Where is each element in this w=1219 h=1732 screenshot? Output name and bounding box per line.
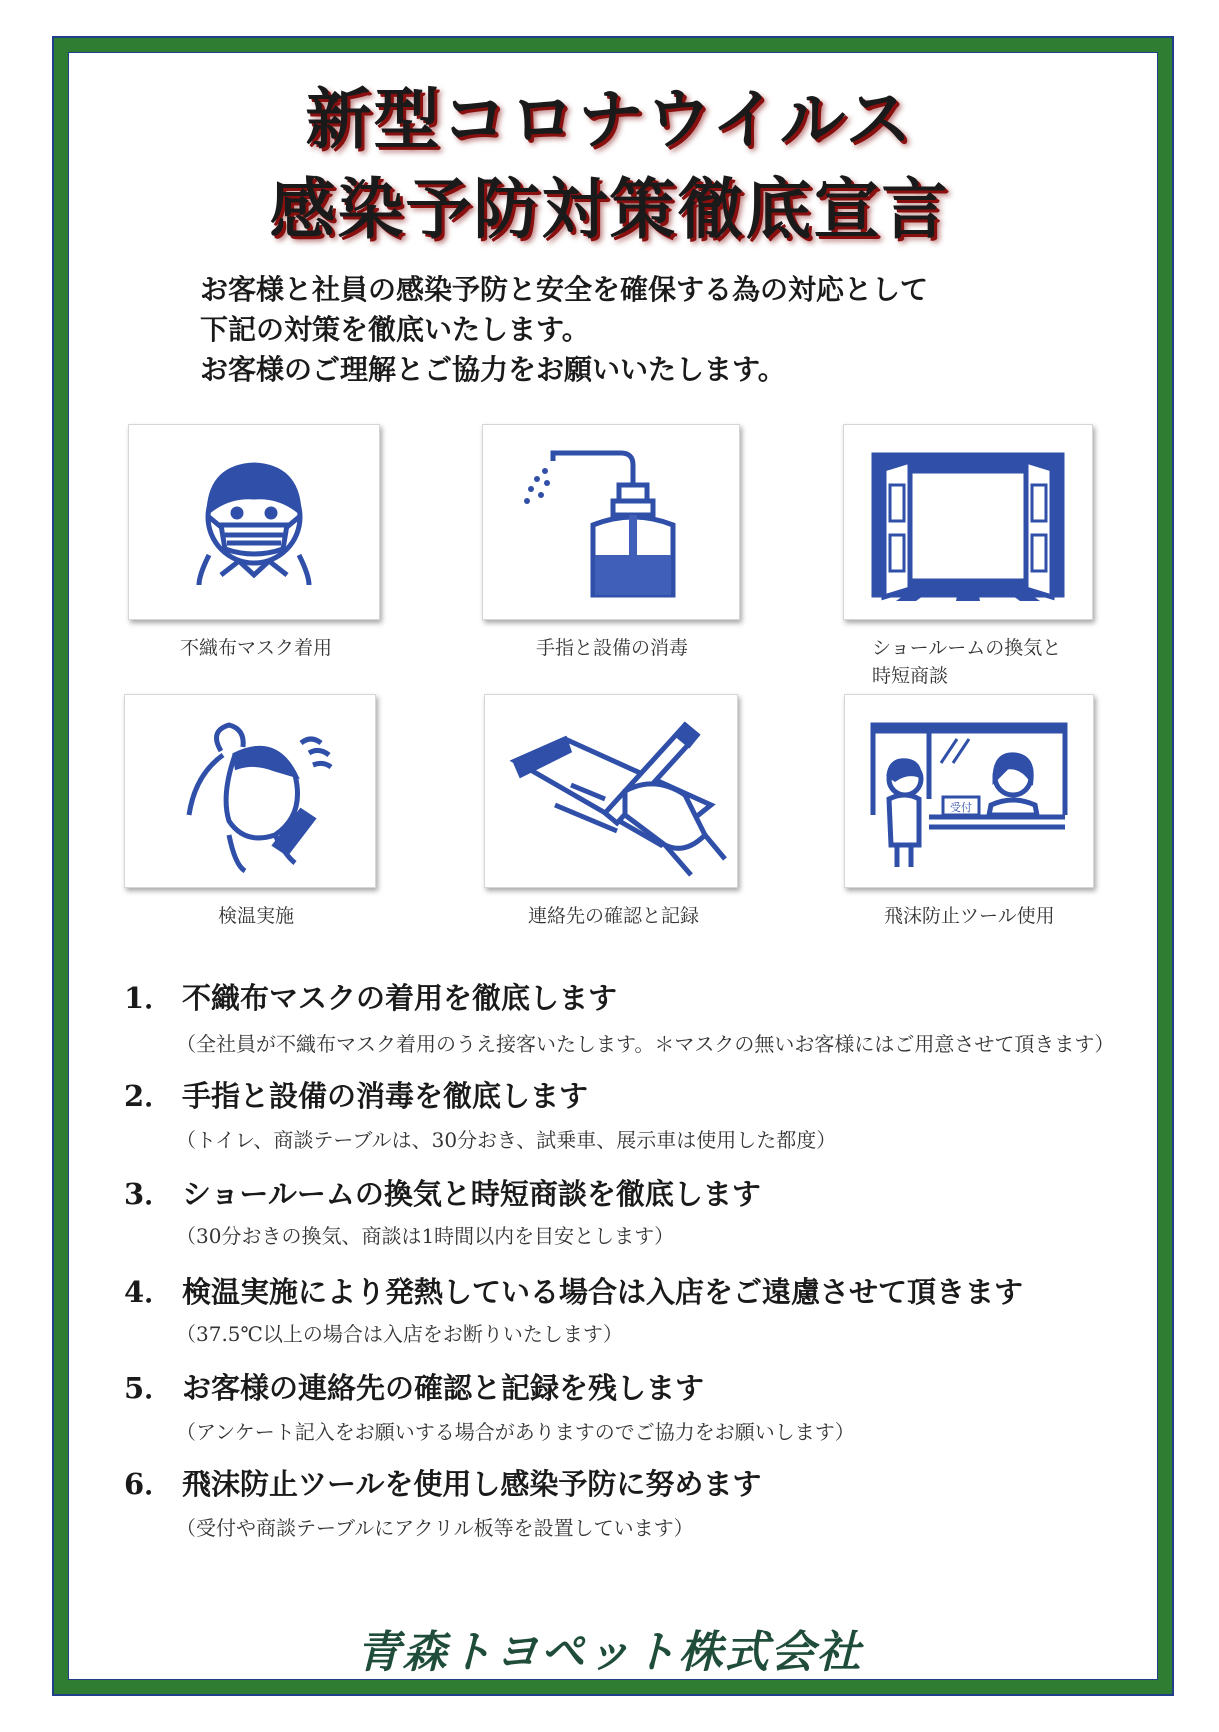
card-caption: 連絡先の確認と記録: [528, 905, 700, 927]
card-window: [843, 424, 1093, 620]
item-note: （トイレ、商談テーブルは、30分おき、試乗車、展示車は使用した都度）: [176, 1128, 837, 1152]
item-note: （アンケート記入をお願いする場合がありますのでご協力をお願いします）: [176, 1420, 855, 1444]
item-number: 1．: [124, 981, 174, 1015]
card-mask: [128, 424, 380, 620]
item-title-text: 検温実施により発熱している場合は入店をご遠慮させて頂きます: [182, 1275, 1024, 1309]
sanitizer-bottle-icon: [483, 425, 739, 619]
measure-item-3: [124, 1172, 761, 1213]
measure-item-6: [124, 1462, 761, 1503]
open-window-icon: [844, 425, 1092, 619]
measure-item-1: [124, 976, 617, 1017]
item-note: （全社員が不織布マスク着用のうえ接客いたします。＊マスクの無いお客様にはご用意させて頂きます）: [176, 1032, 1115, 1056]
title-line-2: 感染予防対策徹底宣言: [269, 171, 950, 248]
item-title-text: ショールームの換気と時短商談を徹底します: [182, 1177, 761, 1211]
masked-person-icon: [129, 425, 379, 619]
item-number: 6．: [124, 1467, 174, 1501]
item-number: 2．: [124, 1079, 174, 1113]
item-title-text: 手指と設備の消毒を徹底します: [182, 1079, 589, 1113]
intro-text: [200, 270, 928, 390]
measure-item-5: [124, 1366, 704, 1407]
measure-item-4: [124, 1270, 1023, 1311]
card-caption-multiline: [872, 634, 1061, 690]
company-name: 青森トヨペット株式会社: [356, 1627, 863, 1678]
item-note: （37.5℃以上の場合は入店をお断りいたします）: [176, 1322, 623, 1346]
card-caption: 飛沫防止ツール使用: [884, 905, 1055, 927]
item-title-text: 不織布マスクの着用を徹底します: [182, 981, 618, 1015]
card-caption-line: ショールームの換気と: [872, 637, 1062, 659]
reception-sign-label: 受付: [950, 801, 972, 814]
card-caption: 不織布マスク着用: [180, 637, 333, 659]
card-thermometer: [124, 694, 376, 888]
item-number: 3．: [124, 1177, 174, 1211]
item-title-text: お客様の連絡先の確認と記録を残します: [182, 1371, 705, 1405]
card-writing: [484, 694, 738, 888]
card-caption: 手指と設備の消毒: [536, 637, 689, 659]
card-caption-line: 時短商談: [872, 665, 949, 687]
item-number: 4．: [124, 1275, 174, 1309]
reception-screen-icon: [845, 695, 1093, 887]
item-title-text: 飛沫防止ツールを使用し感染予防に努めます: [182, 1467, 762, 1501]
fever-person-icon: [125, 695, 375, 887]
pen-writing-icon: [485, 695, 737, 887]
measure-item-2: [124, 1074, 588, 1115]
item-note: （30分おきの換気、商談は1時間以内を目安とします）: [176, 1224, 675, 1248]
title-line-1: 新型コロナウイルス: [305, 81, 914, 158]
intro-line: お客様と社員の感染予防と安全を確保する為の対応として: [200, 273, 929, 306]
item-number: 5．: [124, 1371, 174, 1405]
card-sanitizer: [482, 424, 740, 620]
intro-line: お客様のご理解とご協力をお願いいたします。: [200, 353, 786, 386]
item-note: （受付や商談テーブルにアクリル板等を設置しています）: [176, 1516, 694, 1540]
card-caption: 検温実施: [218, 905, 295, 927]
intro-line: 下記の対策を徹底いたします。: [200, 313, 590, 346]
card-reception: [844, 694, 1094, 888]
